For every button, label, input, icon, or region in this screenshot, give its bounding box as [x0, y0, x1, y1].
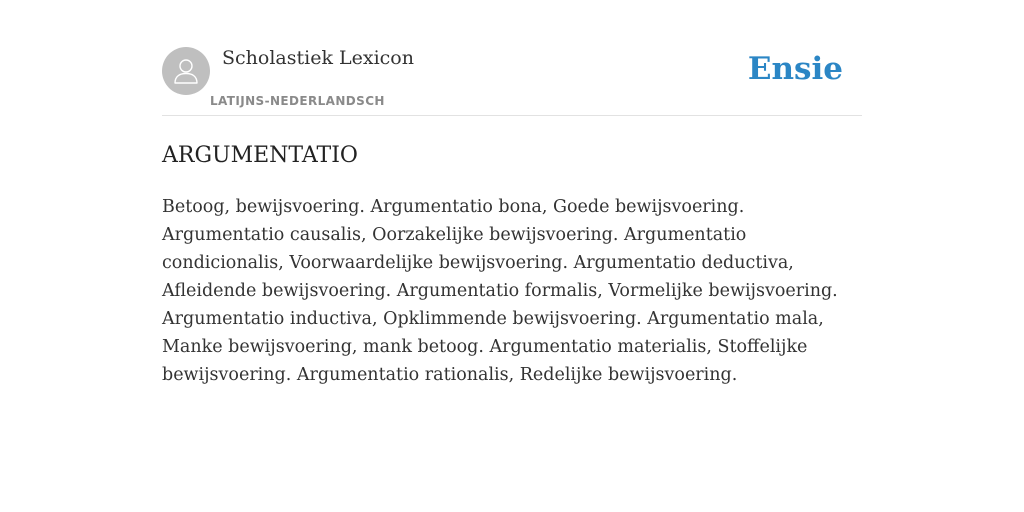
user-icon	[171, 56, 201, 86]
entry-definition: Betoog, bewijsvoering. Argumentatio bona, Goede bewijsvoering. Argumentatio causalis, Oorzakelijke bewijsvoering. Argumentatio condicionalis, Voorwaardelijke bewijsvoering. Argumentatio deductiva, Afleidende bewijsvoering. Argumentatio formalis, Vormelijke bewijsvoering. Argumentatio inductiva, Opklimmende bewijsvoering. Argumentatio mala, Manke bewijsvoering, mank betoog. Argumentatio materialis, Stoffelijke bewijsvoering. Argumentatio rationalis, Redelijke bewijsvoering.	[162, 197, 838, 385]
source-title[interactable]: Scholastiek Lexicon	[222, 47, 414, 69]
source-avatar[interactable]	[162, 47, 210, 95]
ensie-logo-link[interactable]: Ensie	[747, 51, 843, 87]
source-subtitle: LATIJNS-NEDERLANDSCH	[210, 94, 385, 108]
source-header	[162, 46, 862, 116]
entry-headword: ARGUMENTATIO	[162, 143, 358, 168]
entry-card	[162, 46, 862, 389]
